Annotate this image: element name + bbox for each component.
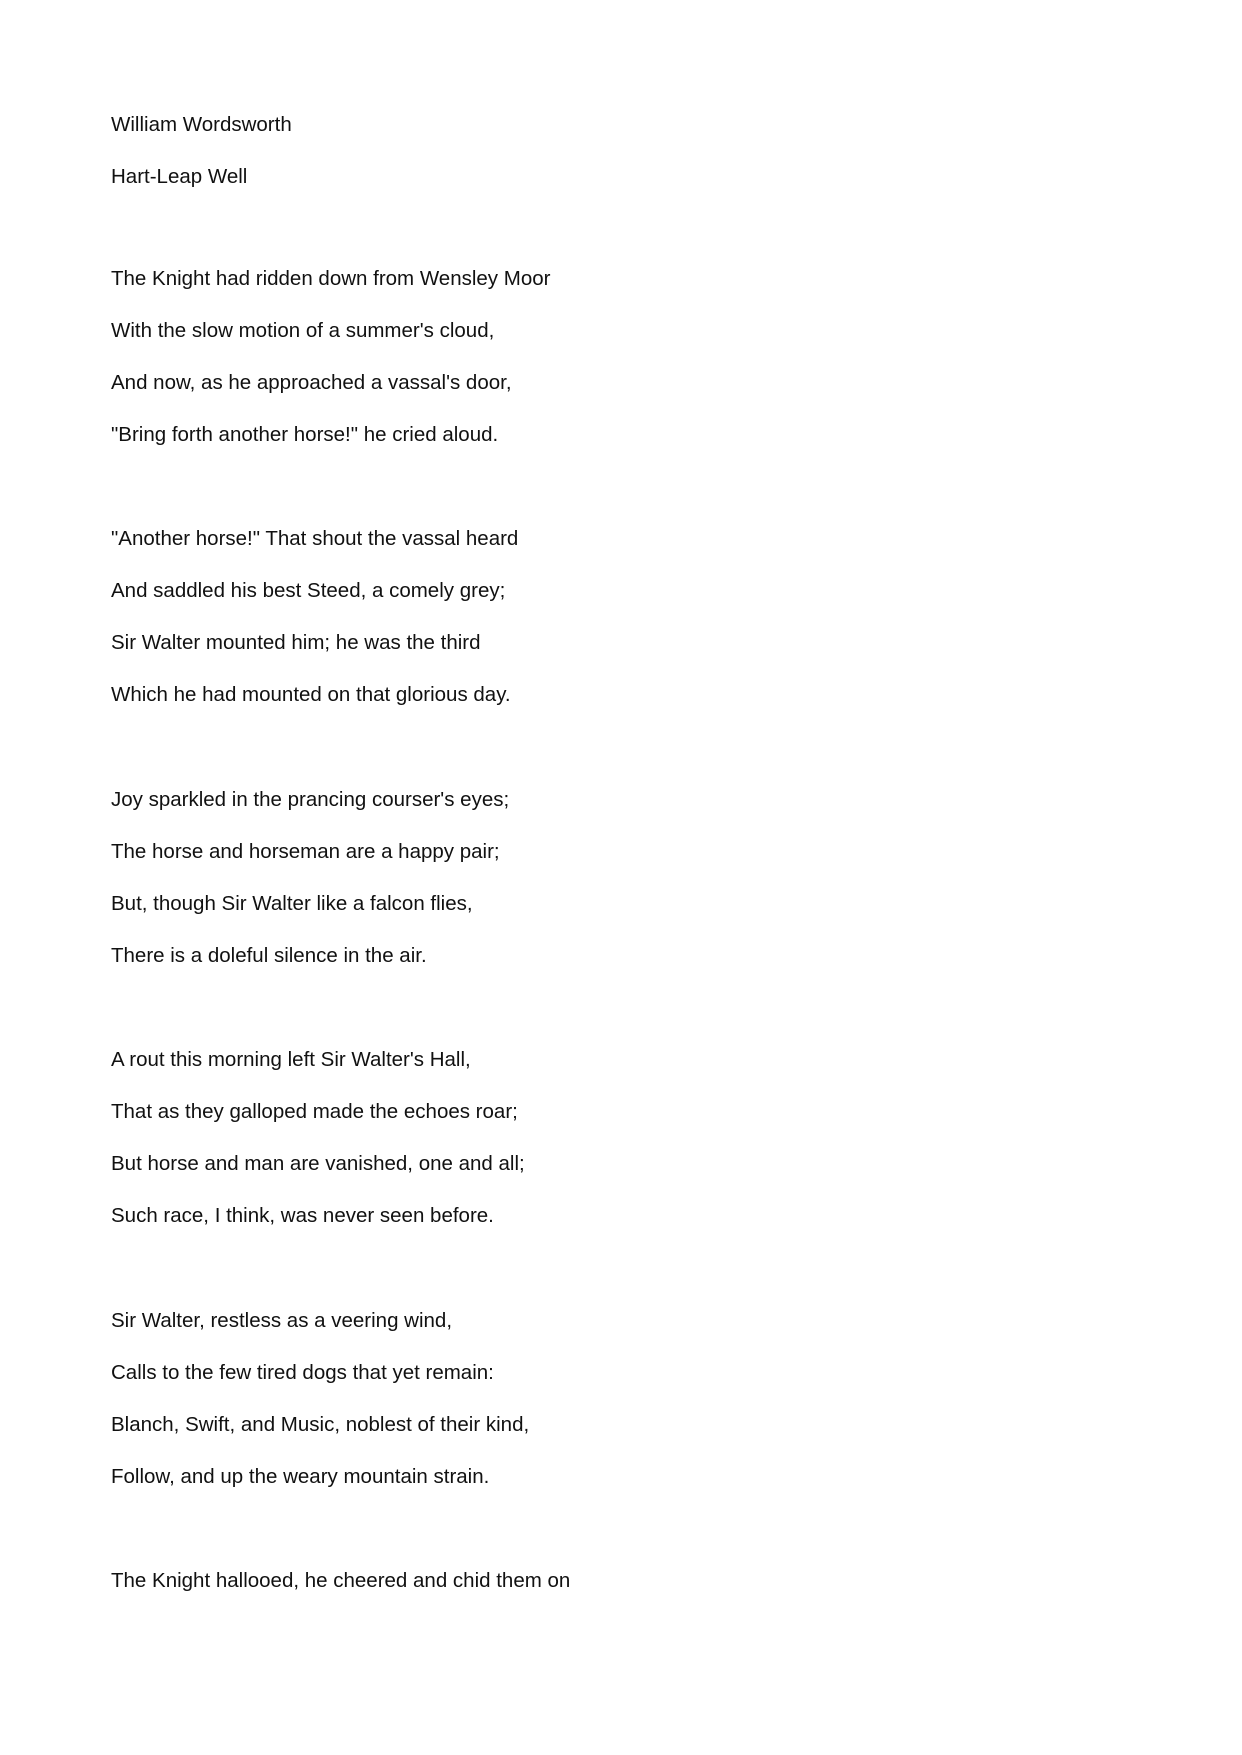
poem-line: But, though Sir Walter like a falcon flies, bbox=[111, 892, 473, 915]
poem-line: There is a doleful silence in the air. bbox=[111, 944, 427, 967]
poem-line: Sir Walter mounted him; he was the third bbox=[111, 631, 481, 654]
poem-line: And saddled his best Steed, a comely grey; bbox=[111, 579, 506, 602]
poem-line: Calls to the few tired dogs that yet remain: bbox=[111, 1361, 494, 1384]
poem-line: That as they galloped made the echoes roar; bbox=[111, 1100, 518, 1123]
poem-line: The Knight hallooed, he cheered and chid them on bbox=[111, 1569, 571, 1592]
poem-line: "Bring forth another horse!" he cried aloud. bbox=[111, 423, 499, 446]
poem-line: Sir Walter, restless as a veering wind, bbox=[111, 1309, 453, 1332]
poem-line: Which he had mounted on that glorious day. bbox=[111, 683, 511, 706]
poem-author: William Wordsworth bbox=[111, 113, 292, 136]
poem-line: A rout this morning left Sir Walter's Hall, bbox=[111, 1048, 471, 1071]
poem-line: "Another horse!" That shout the vassal heard bbox=[111, 527, 519, 550]
poem-title: Hart-Leap Well bbox=[111, 165, 248, 188]
poem-line: And now, as he approached a vassal's door, bbox=[111, 371, 512, 394]
poem-line: Such race, I think, was never seen before. bbox=[111, 1204, 494, 1227]
poem-line: But horse and man are vanished, one and all; bbox=[111, 1152, 525, 1175]
poem-line: Follow, and up the weary mountain strain. bbox=[111, 1465, 490, 1488]
poem-line: Joy sparkled in the prancing courser's eyes; bbox=[111, 788, 510, 811]
poem-line: The horse and horseman are a happy pair; bbox=[111, 840, 500, 863]
poem-line: Blanch, Swift, and Music, noblest of their kind, bbox=[111, 1413, 530, 1436]
poem-line: The Knight had ridden down from Wensley Moor bbox=[111, 267, 551, 290]
poem-line: With the slow motion of a summer's cloud, bbox=[111, 319, 495, 342]
